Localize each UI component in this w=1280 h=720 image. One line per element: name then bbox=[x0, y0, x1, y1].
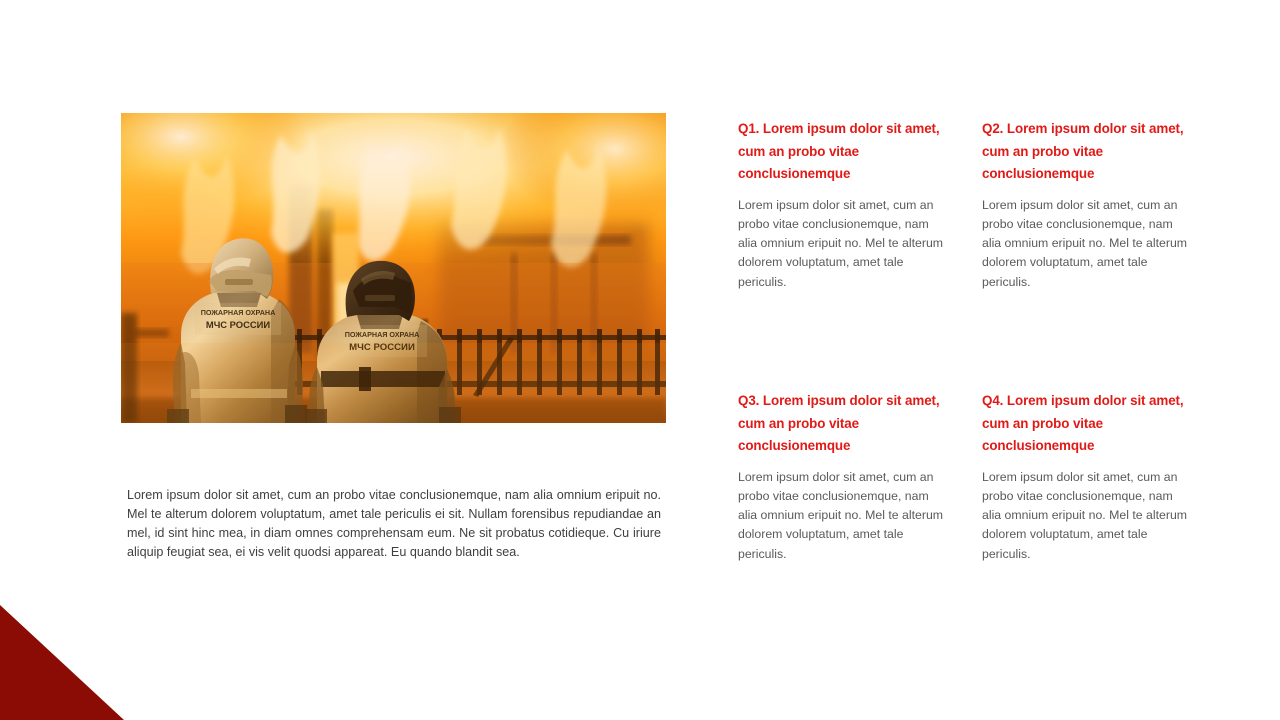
question-title-q3: Q3. Lorem ipsum dolor sit amet, cum an probo vitae conclusionemque bbox=[738, 393, 940, 454]
question-card-q1 bbox=[738, 118, 944, 292]
jacket-text-line2: МЧС РОССИИ bbox=[349, 342, 415, 353]
question-title-q2: Q2. Lorem ipsum dolor sit amet, cum an probo vitae conclusionemque bbox=[982, 121, 1184, 182]
intro-paragraph: Lorem ipsum dolor sit amet, cum an probo vitae conclusionemque, nam alia omnium eripuit no. Mel te alterum dolorem voluptatum, amet tale periculis ei sit. Nullam forensibus repudiandae an mel, id sint hinc mea, in diam omnes comprehensam eum. Ne sit probatus cotidieque. Cu iriure aliquip feugiat sea, ei vis velit quodsi appareat. Eu quando blandit sea. bbox=[127, 487, 661, 560]
question-card-q2 bbox=[982, 118, 1188, 292]
questions-grid bbox=[738, 118, 1188, 600]
question-title-q1: Q1. Lorem ipsum dolor sit amet, cum an probo vitae conclusionemque bbox=[738, 121, 940, 182]
question-body-q1: Lorem ipsum dolor sit amet, cum an probo vitae conclusionemque, nam alia omnium eripuit no. Mel te alterum dolorem voluptatum, amet tale periculis. bbox=[738, 197, 944, 289]
question-body-q4: Lorem ipsum dolor sit amet, cum an probo vitae conclusionemque, nam alia omnium eripuit no. Mel te alterum dolorem voluptatum, amet tale periculis. bbox=[982, 469, 1188, 561]
triangle-shape bbox=[0, 605, 124, 720]
jacket-text-line2: МЧС РОССИИ bbox=[205, 319, 271, 330]
jacket-text-line1: ПОЖАРНАЯ ОХРАНА bbox=[200, 308, 276, 317]
jacket-text-line1: ПОЖАРНАЯ ОХРАНА bbox=[344, 330, 420, 339]
question-card-q4 bbox=[982, 390, 1188, 564]
corner-accent-triangle bbox=[0, 605, 124, 720]
question-title-q4: Q4. Lorem ipsum dolor sit amet, cum an probo vitae conclusionemque bbox=[982, 393, 1184, 454]
question-body-q3: Lorem ipsum dolor sit amet, cum an probo vitae conclusionemque, nam alia omnium eripuit no. Mel te alterum dolorem voluptatum, amet tale periculis. bbox=[738, 469, 944, 561]
fire-scene-illustration bbox=[121, 113, 666, 423]
question-body-q2: Lorem ipsum dolor sit amet, cum an probo vitae conclusionemque, nam alia omnium eripuit no. Mel te alterum dolorem voluptatum, amet tale periculis. bbox=[982, 197, 1188, 289]
question-card-q3 bbox=[738, 390, 944, 564]
fire-scene-photo bbox=[121, 113, 666, 423]
